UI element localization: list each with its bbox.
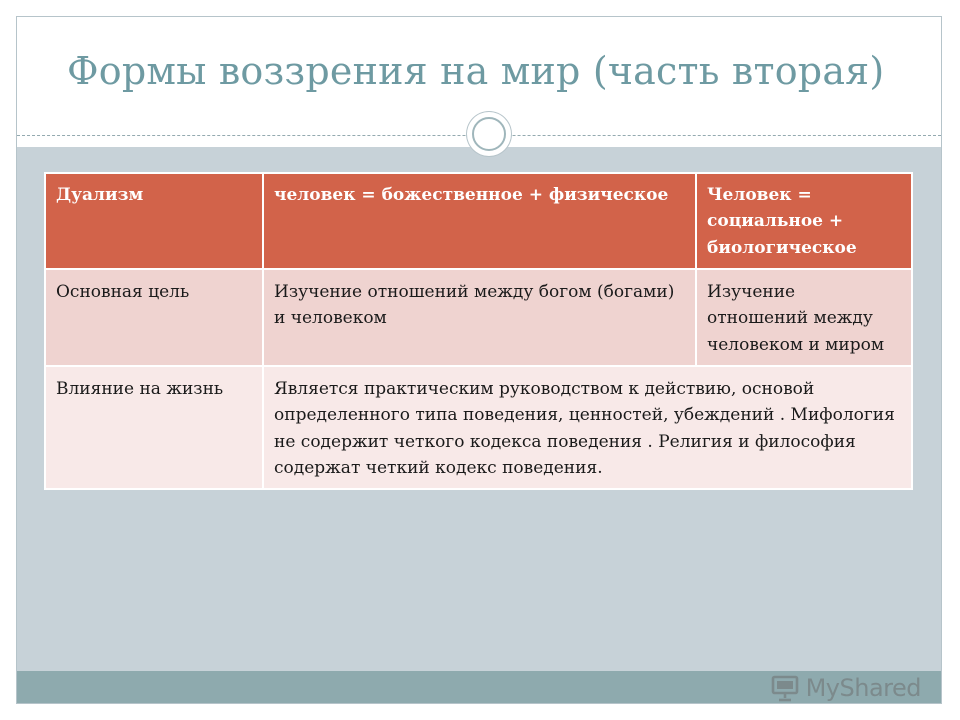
divider-circle-ornament — [467, 112, 511, 156]
table-header-row — [45, 173, 912, 269]
cell-goal-divine: Изучение отношений между богом (богами) и человеком — [263, 269, 696, 366]
cell-life-influence: Является практическим руководством к действию, основой определенного типа поведения, ценностей, убеждений . Мифология не содержит четкого кодекса поведения . Религия и философия содержат четкий кодекс поведения. — [263, 366, 912, 489]
slide-title: Формы воззрения на мир (часть вторая) — [67, 49, 885, 93]
cell-goal-social: Изучение отношений между человеком и миром — [696, 269, 912, 366]
worldview-table — [44, 172, 913, 490]
slide — [16, 16, 942, 704]
presentation-board-icon — [770, 674, 800, 702]
header-cell-social: Человек = социальное + биологическое — [696, 173, 912, 269]
watermark-logo — [770, 673, 921, 703]
watermark-text: MyShared — [805, 674, 921, 702]
header-cell-dualism: Дуализм — [45, 173, 263, 269]
table-row-main-goal — [45, 269, 912, 366]
row-label-main-goal: Основная цель — [45, 269, 263, 366]
table-row-life-influence — [45, 366, 912, 489]
row-label-life-influence: Влияние на жизнь — [45, 366, 263, 489]
header-cell-divine: человек = божественное + физическое — [263, 173, 696, 269]
